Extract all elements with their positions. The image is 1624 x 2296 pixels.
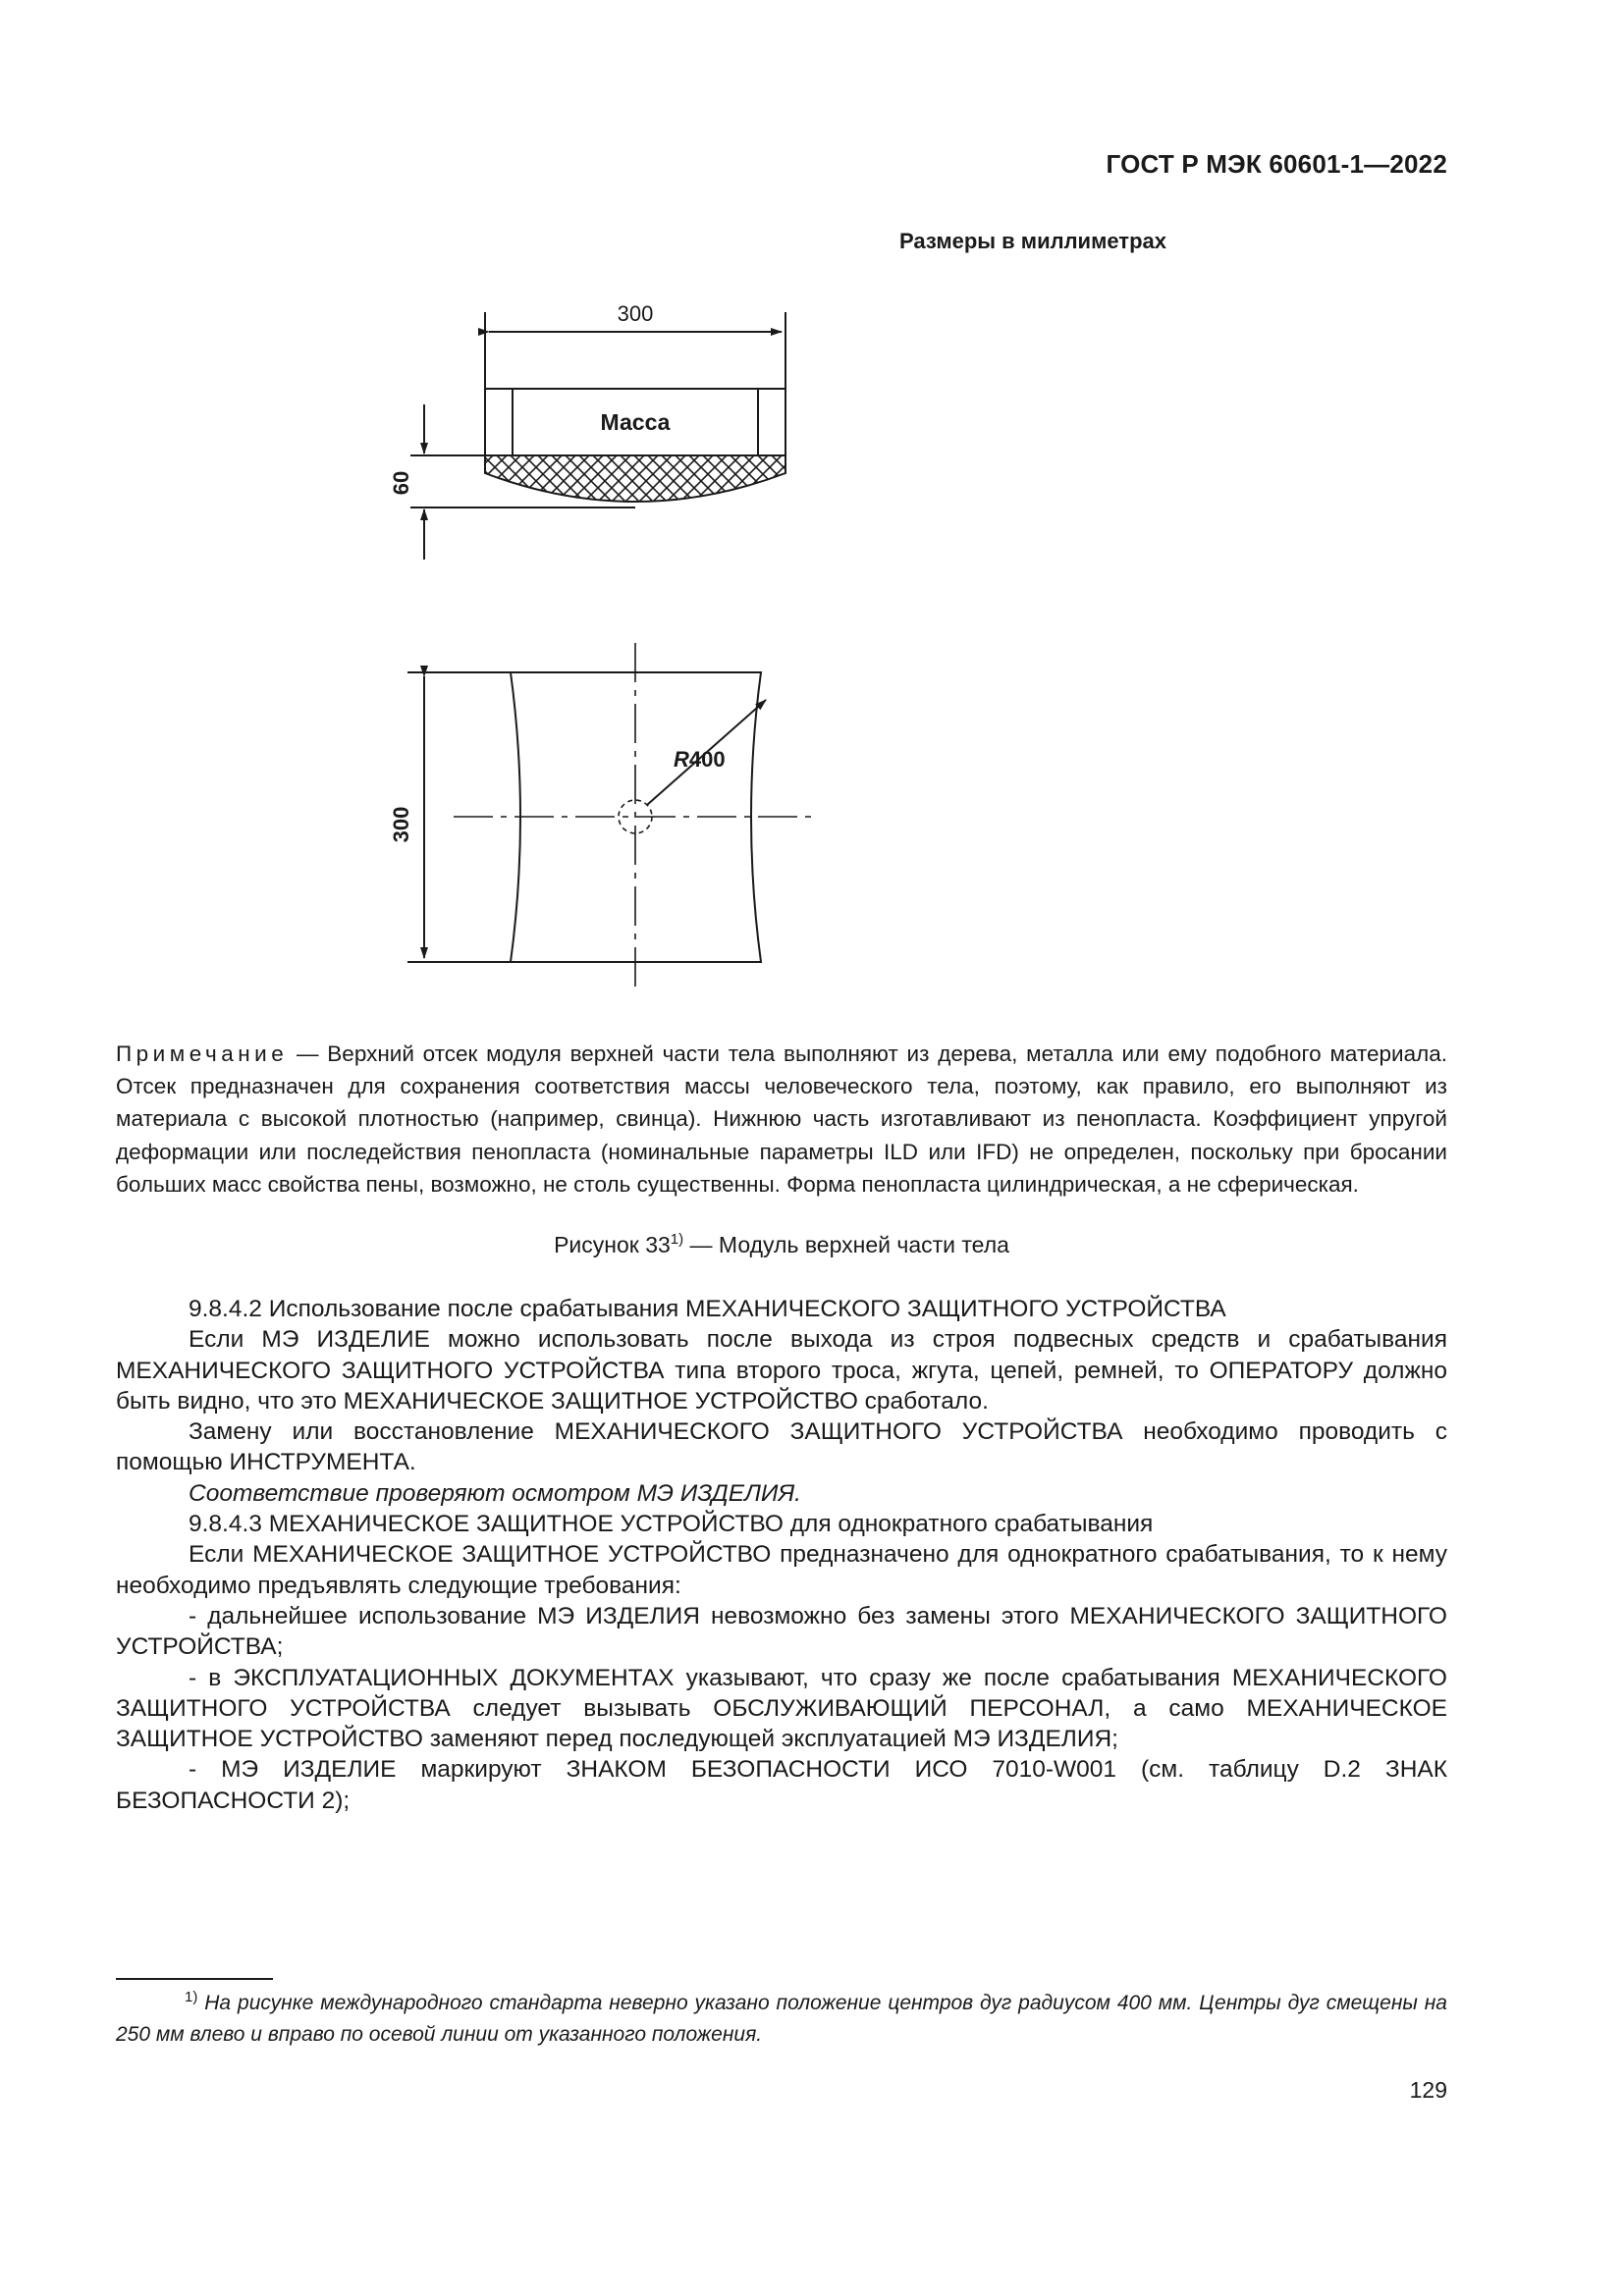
body-text	[116, 1294, 1447, 1816]
footnote-marker: 1)	[185, 1989, 198, 2005]
figure-caption	[116, 1232, 1447, 1258]
mass-label: Масса	[600, 409, 671, 435]
width-dimension-label: 300	[617, 301, 654, 326]
plan-height-dimension-label: 300	[389, 806, 413, 843]
figure-note	[116, 1038, 1447, 1201]
height-dimension-label: 60	[389, 470, 413, 496]
list-item: - дальнейшее использование МЭ ИЗДЕЛИЯ невозможно без замены этого МЕХАНИЧЕСКОГО ЗАЩИТНОГО УСТРОЙСТВА;	[116, 1602, 1447, 1661]
list-item: - МЭ ИЗДЕЛИЕ маркируют ЗНАКОМ БЕЗОПАСНОСТИ ИСО 7010-W001 (см. таблицу D.2 ЗНАК БЕЗОПАСНОСТИ 2);	[116, 1756, 1447, 1814]
page-number: 129	[1409, 2077, 1447, 2103]
footnote	[116, 1988, 1447, 2051]
caption-footnote-ref: 1)	[670, 1231, 684, 1248]
document-header: ГОСТ Р МЭК 60601-1—2022	[1106, 149, 1447, 179]
paragraph-compliance: Соответствие проверяют осмотром МЭ ИЗДЕЛИЯ.	[189, 1479, 801, 1507]
radius-value: 400	[688, 747, 726, 772]
paragraph: Если МЕХАНИЧЕСКОЕ ЗАЩИТНОЕ УСТРОЙСТВО предназначено для однократного срабатывания, то к нему необходимо предъявлять следующие требования:	[116, 1541, 1447, 1599]
figure-33-drawing	[0, 0, 1624, 1021]
radius-label	[674, 747, 726, 772]
note-label: Примечание	[116, 1041, 289, 1066]
footnote-text: На рисунке международного стандарта неверно указано положение центров дуг радиусом 400 мм. Центры дуг смещены на 250 мм влево и вправо по осевой линии от указанного положения.	[116, 1992, 1447, 2046]
plan-view	[407, 643, 817, 987]
elevation-view	[410, 312, 785, 560]
caption-prefix: Рисунок 33	[554, 1232, 671, 1257]
paragraph: Если МЭ ИЗДЕЛИЕ можно использовать после выхода из строя подвесных средств и срабатывания МЕХАНИЧЕСКОГО ЗАЩИТНОГО УСТРОЙСТВА типа второго троса, жгута, цепей, ремней, то ОПЕРАТОРУ должно быть видно, что это МЕХАНИЧЕСКОЕ ЗАЩИТНОЕ УСТРОЙСТВО сработало.	[116, 1326, 1447, 1415]
radius-prefix: R	[674, 747, 689, 772]
note-text: — Верхний отсек модуля верхней части тела выполняют из дерева, металла или ему подобного материала. Отсек предназначен для сохранения соответствия массы человеческого тела, поэтому, как правило, его выполняют из материала с высокой плотностью (например, свинца). Нижнюю часть изготавливают из пенопласта. Коэффициент упругой деформации или последействия пенопласта (номинальные параметры ILD или IFD) не определен, поскольку при бросании больших масс свойства пены, возможно, не столь существенны. Форма пенопласта цилиндрическая, а не сферическая.	[116, 1041, 1447, 1197]
footnote-separator	[116, 1978, 273, 1980]
figure-units-note: Размеры в миллиметрах	[899, 229, 1166, 253]
paragraph: Замену или восстановление МЕХАНИЧЕСКОГО ЗАЩИТНОГО УСТРОЙСТВА необходимо проводить с помощью ИНСТРУМЕНТА.	[116, 1418, 1447, 1476]
foam-hatch-section	[485, 455, 785, 502]
caption-suffix: — Модуль верхней части тела	[683, 1232, 1009, 1257]
paragraph: 9.8.4.2 Использование после срабатывания МЕХАНИЧЕСКОГО ЗАЩИТНОГО УСТРОЙСТВА	[189, 1296, 1226, 1322]
list-item: - в ЭКСПЛУАТАЦИОННЫХ ДОКУМЕНТАХ указывают, что сразу же после срабатывания МЕХАНИЧЕСКОГО ЗАЩИТНОГО УСТРОЙСТВА следует вызывать ОБСЛУЖИВАЮЩИЙ ПЕРСОНАЛ, а само МЕХАНИЧЕСКОЕ ЗАЩИТНОЕ УСТРОЙСТВО заменяют перед последующей эксплуатацией МЭ ИЗДЕЛИЯ;	[116, 1664, 1447, 1753]
paragraph: 9.8.4.3 МЕХАНИЧЕСКОЕ ЗАЩИТНОЕ УСТРОЙСТВО для однократного срабатывания	[189, 1511, 1154, 1538]
